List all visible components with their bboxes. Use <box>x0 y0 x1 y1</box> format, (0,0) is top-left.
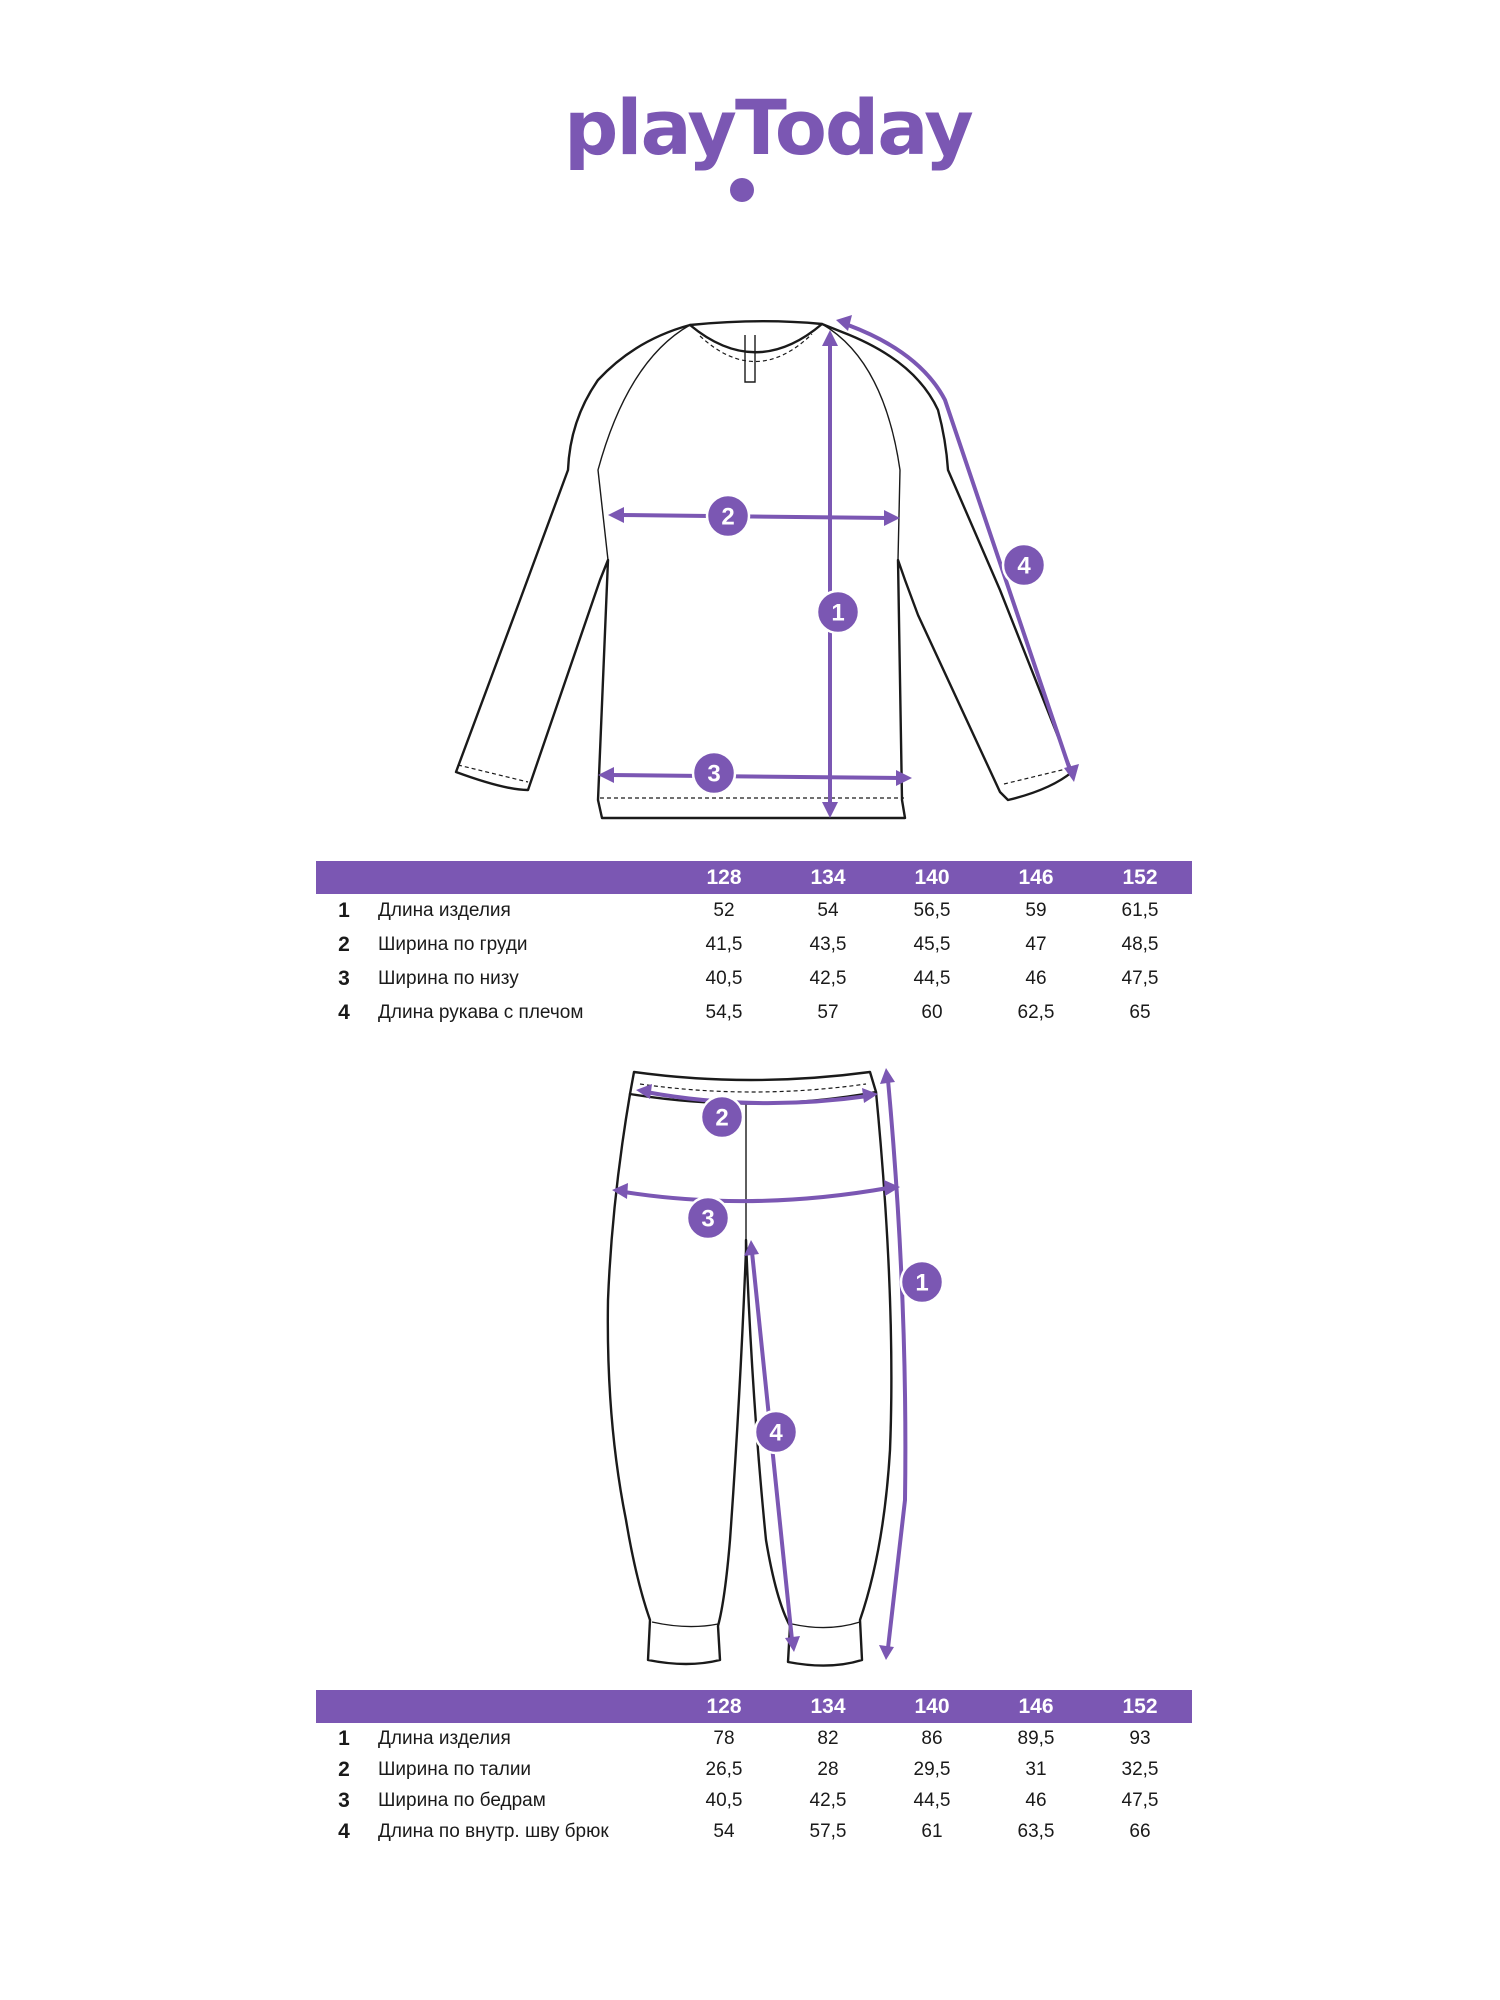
longsleeve-sketch <box>440 310 1100 830</box>
svg-text:4: 4 <box>1017 552 1031 580</box>
size-header: 146 <box>984 1690 1088 1723</box>
cell-value: 46 <box>1025 968 1047 989</box>
raglan-left <box>598 325 690 560</box>
cell-value: 42,5 <box>809 968 847 989</box>
size-header: 134 <box>776 1690 880 1723</box>
logo-dot-icon <box>730 178 754 202</box>
pants-sketch <box>580 1050 929 1680</box>
brand-logo <box>560 83 972 222</box>
svg-text:3: 3 <box>707 760 721 788</box>
cell-value: 66 <box>1129 1820 1151 1842</box>
row-name: Длина по внутр. шву брюк <box>378 1820 609 1842</box>
cell-value: 47,5 <box>1121 1789 1159 1811</box>
longsleeve-outline <box>456 321 1072 818</box>
badge-pants-4 <box>755 1411 797 1453</box>
row-number: 2 <box>338 1757 350 1781</box>
table-row <box>316 928 1192 962</box>
row-number: 3 <box>338 1788 350 1812</box>
cell-value: 45,5 <box>913 934 951 955</box>
cell-value: 40,5 <box>705 1789 743 1811</box>
table-row <box>316 1816 1192 1847</box>
cell-value: 32,5 <box>1121 1758 1159 1780</box>
cell-value: 61 <box>921 1820 943 1842</box>
cell-value: 56,5 <box>913 900 951 921</box>
size-header: 152 <box>1088 861 1192 894</box>
row-name: Длина изделия <box>378 1727 511 1749</box>
cell-value: 41,5 <box>705 934 743 955</box>
svg-text:2: 2 <box>715 1104 729 1132</box>
row-name: Ширина по низу <box>378 968 519 989</box>
cell-value: 52 <box>713 900 735 921</box>
table-row <box>316 1754 1192 1785</box>
row-number: 2 <box>338 933 350 956</box>
row-name: Ширина по груди <box>378 934 528 955</box>
cuff-right <box>792 1622 860 1628</box>
row-number: 1 <box>338 899 350 922</box>
badge-top-3 <box>693 752 735 794</box>
cell-value: 46 <box>1025 1789 1047 1811</box>
cell-value: 44,5 <box>913 968 951 989</box>
table-header-row <box>316 861 1192 894</box>
table-row <box>316 996 1192 1030</box>
cell-value: 65 <box>1129 1002 1151 1023</box>
cell-value: 40,5 <box>705 968 743 989</box>
badge-top-1 <box>817 591 859 633</box>
svg-text:1: 1 <box>831 599 845 627</box>
row-name: Длина рукава с плечом <box>378 1002 584 1023</box>
pants-outline <box>608 1092 892 1666</box>
badge-top-2 <box>707 495 749 537</box>
measure-4 <box>836 315 1079 782</box>
measure-2 <box>608 507 900 526</box>
badge-pants-1 <box>901 1261 943 1303</box>
table-row <box>316 1785 1192 1816</box>
badge-pants-3 <box>687 1197 729 1239</box>
neck-rib <box>700 334 812 362</box>
measure-3 <box>598 767 912 786</box>
row-number: 1 <box>338 1726 350 1750</box>
measure-1 <box>822 330 838 818</box>
size-header: 128 <box>672 1690 776 1723</box>
size-header: 152 <box>1088 1690 1192 1723</box>
table-row <box>316 962 1192 996</box>
waistband-gathers <box>640 1084 866 1092</box>
cuff-left <box>458 765 528 782</box>
size-header: 146 <box>984 861 1088 894</box>
cell-value: 63,5 <box>1017 1820 1055 1842</box>
row-number: 4 <box>338 1819 350 1843</box>
cell-value: 28 <box>817 1758 839 1780</box>
table-row <box>316 1723 1192 1754</box>
svg-text:3: 3 <box>701 1205 715 1233</box>
table-header-row <box>316 1690 1192 1723</box>
cell-value: 62,5 <box>1017 1002 1055 1023</box>
size-header: 140 <box>880 861 984 894</box>
cell-value: 57,5 <box>809 1820 847 1842</box>
badge-pants-2 <box>701 1096 743 1138</box>
table-row <box>316 894 1192 928</box>
cell-value: 93 <box>1129 1727 1151 1749</box>
cell-value: 78 <box>713 1727 735 1749</box>
cell-value: 42,5 <box>809 1789 847 1811</box>
cell-value: 82 <box>817 1727 839 1749</box>
brand-logo-text: playToday <box>564 83 972 172</box>
svg-text:4: 4 <box>769 1419 783 1447</box>
cell-value: 57 <box>817 1002 839 1023</box>
cell-value: 44,5 <box>913 1789 951 1811</box>
svg-text:2: 2 <box>721 503 735 531</box>
row-name: Длина изделия <box>378 900 511 921</box>
cell-value: 60 <box>921 1002 943 1023</box>
top-size-table <box>316 861 1192 1030</box>
cell-value: 59 <box>1025 900 1047 921</box>
row-number: 4 <box>338 1001 350 1024</box>
cell-value: 47,5 <box>1121 968 1159 989</box>
svg-text:1: 1 <box>915 1269 929 1297</box>
cell-value: 54 <box>713 1820 735 1842</box>
row-number: 3 <box>338 967 350 990</box>
cell-value: 89,5 <box>1017 1727 1055 1749</box>
row-name: Ширина по талии <box>378 1758 532 1780</box>
cell-value: 29,5 <box>913 1758 951 1780</box>
cell-value: 48,5 <box>1121 934 1159 955</box>
badge-top-4 <box>1003 544 1045 586</box>
size-header: 128 <box>672 861 776 894</box>
cell-value: 54,5 <box>705 1002 743 1023</box>
pants-measure-3 <box>612 1180 900 1201</box>
size-header: 134 <box>776 861 880 894</box>
cell-value: 61,5 <box>1121 900 1159 921</box>
longsleeve-neckline <box>690 324 822 352</box>
cell-value: 43,5 <box>809 934 847 955</box>
raglan-right <box>822 324 900 560</box>
neck-tape <box>745 335 755 382</box>
cell-value: 31 <box>1025 1758 1047 1780</box>
cell-value: 47 <box>1025 934 1047 955</box>
cell-value: 26,5 <box>705 1758 743 1780</box>
cell-value: 54 <box>817 900 839 921</box>
row-name: Ширина по бедрам <box>378 1789 546 1811</box>
cell-value: 86 <box>921 1727 943 1749</box>
pants-size-table <box>316 1690 1192 1847</box>
size-header: 140 <box>880 1690 984 1723</box>
cuff-left <box>652 1622 718 1627</box>
